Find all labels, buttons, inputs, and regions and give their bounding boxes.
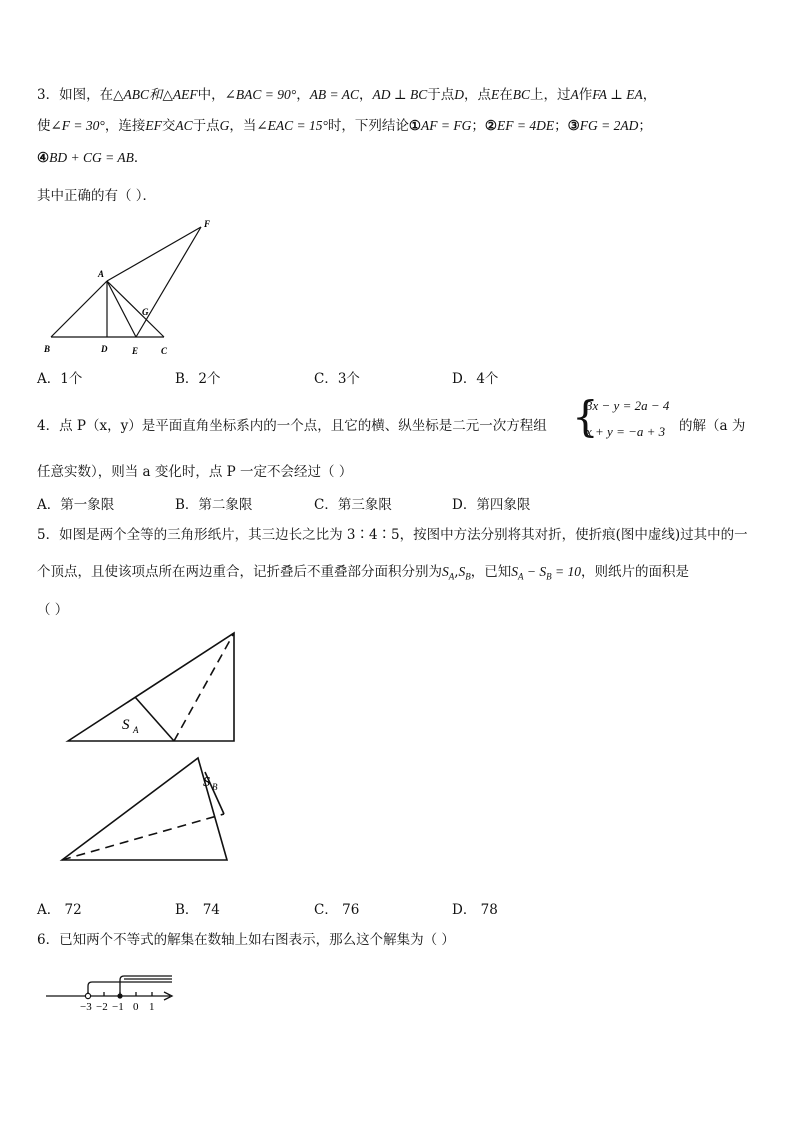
circled-number: ③ [567,118,580,134]
q3-math: BC [512,87,531,102]
q4-equation-2: x + y = −a + 3 [586,424,666,439]
q4-option-c[interactable]: C．第三象限 [314,497,392,513]
label-c: C [161,346,168,356]
tick-label: −3 [80,1001,92,1013]
q3-text: ， [296,87,310,103]
fold-crease-dashed [174,633,234,741]
q3-line2 [37,114,652,134]
q3-math: BD + CG = AB [49,150,134,165]
q3-text: 使 [37,118,51,134]
q3-math: ∠F = 30° [50,118,105,133]
q5-line1: 5．如图是两个全等的三角形纸片，其三边长之比为 3∶4∶5，按图中方法分别将其对折，使折痕(图中虚线)过其中的一 [37,527,748,543]
q4-line1-end: 的解（a 为 [679,418,746,434]
q5-math: − [523,564,540,579]
q3-math: A [570,87,579,102]
q5-math-sub: A [518,571,524,582]
segment-af [107,227,201,281]
closed-point-icon [117,993,122,998]
q3-math: ∠EAC = 15° [256,118,328,133]
q3-option-b[interactable]: B．2个 [175,371,221,387]
tick-label: 0 [133,1001,139,1013]
label-e: E [132,346,139,356]
q3-math: AC [175,118,193,133]
q3-math: E [491,87,500,102]
q5-math: S [539,564,547,579]
q3-math: △ABC和△AEF [113,87,198,102]
label-b: B [44,344,51,354]
label-sa: S [122,717,130,733]
segment-ac [107,281,164,337]
q3-text: ． [133,150,148,166]
q5-text: , [454,564,459,580]
q3-text: ； [638,118,652,134]
q3-math: EF = 4DE [497,118,555,133]
label-sb: S [203,775,210,790]
q3-math: FG = 2AD [579,118,639,133]
q5-line2 [37,560,689,582]
fold-edge [135,697,174,741]
solution-bracket-1 [88,982,172,994]
tick-label: −1 [112,1001,124,1013]
q3-math: AD ⊥ BC [372,87,428,102]
q3-option-a[interactable]: A．1个 [37,371,83,387]
q3-text: 上，过 [530,87,571,103]
q3-option-c[interactable]: C．3个 [314,371,360,387]
label-f: F [204,219,211,229]
q3-triangle-figure [36,215,226,360]
q3-math: D [454,87,464,102]
q6-number-line [40,968,180,1016]
q5-option-c[interactable]: C． 76 [314,902,360,918]
q3-text: ，连接 [104,118,146,134]
q5-option-a[interactable]: A． 72 [37,902,82,918]
q5-math-sub: B [465,571,471,582]
q4-equation-1: 3x − y = 2a − 4 [586,398,670,413]
label-sb-sub: B [212,782,218,792]
label-sa-sub: A [133,725,139,735]
label-g: G [142,307,149,317]
q3-math: ∠BAC = 90° [224,87,297,102]
q5-text: ，则纸片的面积是 [581,564,690,580]
q4-line1 [37,414,547,434]
q5-figure-b [55,752,240,867]
brace-icon: { [572,392,599,441]
q3-line1 [37,83,656,103]
open-point-icon [85,993,90,998]
circled-number: ④ [37,150,50,166]
q5-option-b[interactable]: B． 74 [175,902,220,918]
q3-text: 3．如图，在 [37,87,114,103]
q4-text: 4．点 P（x，y）是平面直角坐标系内的一个点，且它的横、纵坐标是二元一次方程组 [37,418,547,434]
q3-math: AF = FG [421,118,472,133]
triangle-outline [68,633,234,741]
q4-option-b[interactable]: B．第二象限 [175,497,253,513]
q5-line3: （ ） [37,602,69,618]
label-d: D [101,344,108,354]
q3-text: 中， [197,87,225,103]
q5-text: ，已知 [470,564,512,580]
segment-ef [136,227,201,337]
q4-option-d[interactable]: D．第四象限 [452,497,531,513]
q3-text: 于点 [192,118,220,134]
circled-number: ① [408,118,422,134]
q3-text: ，当 [229,118,257,134]
q3-text: 在 [499,87,513,103]
q3-text: 交 [161,118,176,134]
q3-text: ； [471,118,485,134]
q3-math: AB = AC [309,87,360,102]
q3-line3 [37,146,147,166]
q3-option-d[interactable]: D．4个 [452,371,499,387]
q3-text: 作 [578,87,593,103]
q3-math: G [219,118,230,133]
tick-label: −2 [96,1001,108,1013]
q4-option-a[interactable]: A．第一象限 [37,497,115,513]
q3-math: EF [145,118,162,133]
segment-ae [107,281,136,337]
triangle-outline [62,758,227,860]
segment-ab [51,281,107,337]
tick-label: 1 [149,1001,155,1013]
circled-number: ② [484,118,497,134]
q4-line2: 任意实数），则当 a 变化时，点 P 一定不会经过（ ） [37,464,353,480]
q3-text: 于点 [427,87,455,103]
q3-text: ，点 [464,87,491,103]
q3-text: ， [359,87,373,103]
q5-option-d[interactable]: D． 78 [452,902,498,918]
q3-text: 时，下列结论 [327,118,409,134]
q5-math-sub: A [448,571,455,582]
q5-figure-a [60,625,250,750]
q5-math: S [458,564,466,579]
label-a: A [98,269,105,279]
q3-prompt: 其中正确的有（ ）． [37,188,157,204]
fold-crease-dashed [62,814,224,860]
q5-math: S [511,564,519,579]
q3-text: ； [554,118,568,134]
q3-math: FA ⊥ EA [592,87,643,102]
q6-line1: 6．已知两个不等式的解集在数轴上如右图表示，那么这个解集为（ ） [37,932,455,948]
q5-text: 个顶点，且使该项点所在两边重合，记折叠后不重叠部分面积分别为 [37,564,442,580]
q3-text: ， [642,87,657,103]
q5-math: S [442,564,449,579]
q5-math: = 10 [551,564,582,579]
q5-math-sub: B [546,571,552,582]
